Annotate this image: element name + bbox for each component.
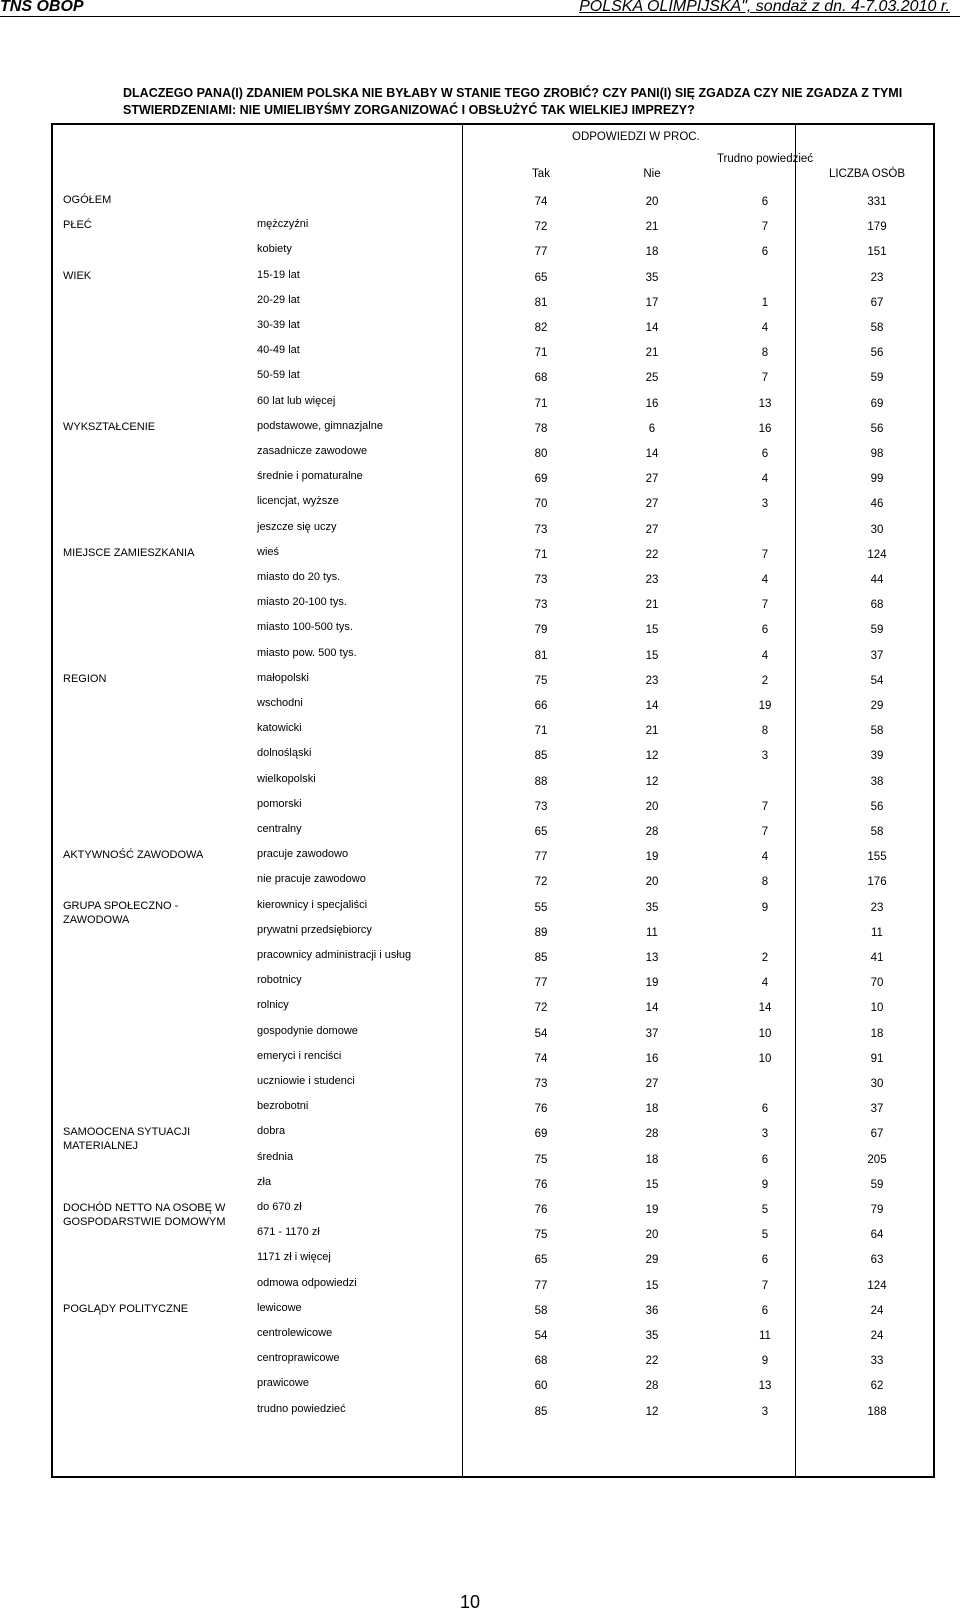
row-label: miasto 20-100 tys. bbox=[257, 596, 347, 609]
value-trudno: 3 bbox=[761, 750, 769, 763]
value-trudno: 8 bbox=[761, 876, 769, 889]
value-trudno: 6 bbox=[761, 1103, 769, 1116]
value-nie: 35 bbox=[645, 901, 659, 914]
value-liczba: 46 bbox=[870, 498, 884, 511]
row-label: centrolewicowe bbox=[257, 1327, 333, 1339]
value-liczba: 37 bbox=[870, 649, 884, 662]
value-nie: 21 bbox=[645, 347, 659, 360]
value-nie: 29 bbox=[645, 1254, 659, 1267]
value-tak: 89 bbox=[534, 926, 548, 939]
value-liczba: 70 bbox=[870, 977, 884, 990]
value-nie: 20 bbox=[645, 196, 659, 208]
value-liczba: 44 bbox=[870, 574, 884, 586]
value-tak: 65 bbox=[534, 271, 548, 284]
row-label: 15-19 lat bbox=[257, 268, 300, 281]
value-tak: 69 bbox=[534, 473, 548, 486]
value-tak: 81 bbox=[534, 649, 548, 662]
row-label: podstawowe, gimnazjalne bbox=[257, 419, 383, 432]
value-trudno: 8 bbox=[761, 725, 769, 738]
value-trudno: 6 bbox=[761, 1304, 769, 1317]
value-liczba: 155 bbox=[867, 851, 887, 864]
value-liczba: 62 bbox=[870, 1380, 884, 1393]
value-trudno: 4 bbox=[761, 473, 769, 486]
row-label: dobra bbox=[257, 1125, 286, 1138]
value-nie: 6 bbox=[648, 422, 656, 435]
row-label: średnia bbox=[257, 1150, 294, 1163]
value-trudno: 19 bbox=[758, 700, 772, 712]
row-category: REGION bbox=[63, 672, 107, 685]
value-tak: 72 bbox=[534, 876, 548, 889]
row-label: trudno powiedzieć bbox=[257, 1402, 346, 1415]
value-trudno: 7 bbox=[761, 599, 769, 612]
value-liczba: 38 bbox=[870, 775, 884, 788]
value-liczba: 98 bbox=[870, 448, 884, 460]
value-tak: 73 bbox=[534, 800, 548, 813]
value-nie: 22 bbox=[645, 1355, 659, 1368]
row-label: 671 - 1170 zł bbox=[257, 1226, 320, 1239]
row-label: lewicowe bbox=[257, 1301, 302, 1314]
value-tak: 72 bbox=[534, 221, 548, 234]
row-category: GRUPA SPOŁECZNO - ZAWODOWA bbox=[63, 899, 179, 926]
value-nie: 15 bbox=[645, 649, 659, 662]
value-tak: 77 bbox=[534, 1279, 548, 1292]
value-tak: 88 bbox=[534, 775, 548, 788]
row-label: rolnicy bbox=[257, 999, 289, 1012]
value-nie: 27 bbox=[645, 523, 659, 536]
value-trudno: 1 bbox=[761, 296, 769, 309]
value-tak: 54 bbox=[534, 1330, 548, 1342]
value-trudno: 2 bbox=[761, 674, 769, 687]
value-tak: 65 bbox=[534, 1254, 548, 1267]
row-label: wielkopolski bbox=[257, 772, 316, 785]
value-nie: 20 bbox=[645, 800, 659, 813]
row-label: prywatni przedsiębiorcy bbox=[257, 923, 372, 936]
row-label: pracuje zawodowo bbox=[257, 848, 349, 861]
row-label: zła bbox=[257, 1175, 272, 1188]
row-label: miasto 100-500 tys. bbox=[257, 621, 353, 634]
value-liczba: 37 bbox=[870, 1103, 884, 1116]
row-label: kobiety bbox=[257, 243, 292, 256]
value-tak: 54 bbox=[534, 1027, 548, 1040]
row-label: zasadnicze zawodowe bbox=[257, 445, 368, 457]
value-nie: 12 bbox=[645, 750, 659, 763]
value-tak: 76 bbox=[534, 1204, 548, 1216]
value-liczba: 11 bbox=[871, 926, 883, 939]
value-trudno: 14 bbox=[758, 1002, 772, 1015]
value-tak: 71 bbox=[534, 397, 548, 410]
value-trudno: 16 bbox=[758, 422, 772, 435]
value-trudno: 11 bbox=[759, 1330, 771, 1342]
value-tak: 74 bbox=[534, 1052, 548, 1065]
value-tak: 82 bbox=[534, 322, 548, 334]
value-nie: 18 bbox=[645, 1153, 659, 1166]
value-tak: 71 bbox=[534, 548, 548, 561]
value-nie: 20 bbox=[645, 876, 659, 889]
value-nie: 28 bbox=[645, 1128, 659, 1141]
value-tak: 73 bbox=[534, 523, 548, 536]
value-liczba: 67 bbox=[870, 1128, 884, 1141]
value-tak: 81 bbox=[534, 296, 548, 309]
row-label: 1171 zł i więcej bbox=[257, 1251, 331, 1264]
value-trudno: 8 bbox=[761, 347, 769, 360]
value-nie: 23 bbox=[645, 574, 659, 586]
row-label: licencjat, wyższe bbox=[257, 495, 339, 508]
value-liczba: 54 bbox=[870, 674, 884, 687]
row-label: kierownicy i specjaliści bbox=[257, 898, 368, 911]
row-label: nie pracuje zawodowo bbox=[257, 873, 366, 886]
value-tak: 76 bbox=[534, 1178, 548, 1191]
value-nie: 14 bbox=[645, 700, 659, 712]
value-trudno: 5 bbox=[761, 1229, 769, 1242]
value-liczba: 30 bbox=[870, 523, 884, 536]
row-label: gospodynie domowe bbox=[257, 1024, 358, 1037]
value-tak: 85 bbox=[534, 750, 548, 763]
value-trudno: 10 bbox=[758, 1052, 772, 1065]
row-label: mężczyźni bbox=[257, 218, 309, 231]
value-trudno: 7 bbox=[761, 548, 769, 561]
value-liczba: 64 bbox=[870, 1229, 884, 1242]
question-text: DLACZEGO PANA(I) ZDANIEM POLSKA NIE BYŁABY W STANIE TEGO ZROBIĆ? CZY PANI(I) SIĘ ZGADZA CZY NIE ZGADZA Z TYMI STWIERDZENIAMI: NIE UMIELIBYŚMY ZORGANIZOWAĆ I OBSŁUŻYĆ TAK WIELKIEJ IMPREZY? bbox=[123, 86, 903, 117]
row-label: bezrobotni bbox=[257, 1100, 309, 1113]
row-label: centralny bbox=[257, 823, 302, 835]
value-liczba: 188 bbox=[867, 1405, 887, 1418]
row-label: centroprawicowe bbox=[257, 1352, 340, 1365]
value-nie: 27 bbox=[645, 473, 659, 486]
value-liczba: 58 bbox=[870, 826, 884, 838]
value-liczba: 59 bbox=[870, 1178, 884, 1191]
value-nie: 28 bbox=[645, 826, 659, 838]
value-nie: 18 bbox=[645, 246, 659, 259]
value-nie: 16 bbox=[645, 397, 659, 410]
answers-header: ODPOWIEDZI W PROC. bbox=[572, 131, 700, 143]
survey-subtitle: POLSKA OLIMPIJSKA", sondaż z dn. 4-7.03.2010 r. bbox=[579, 0, 950, 15]
row-category: MIEJSCE ZAMIESZKANIA bbox=[63, 546, 195, 559]
value-trudno: 4 bbox=[761, 977, 769, 990]
value-trudno: 9 bbox=[761, 1178, 769, 1191]
value-nie: 21 bbox=[645, 599, 659, 612]
value-nie: 22 bbox=[645, 548, 659, 561]
value-trudno: 3 bbox=[761, 1405, 769, 1418]
value-trudno: 4 bbox=[761, 851, 769, 864]
row-label: pracownicy administracji i usług bbox=[257, 949, 412, 961]
row-label: 60 lat lub więcej bbox=[257, 394, 336, 407]
value-nie: 19 bbox=[645, 977, 659, 990]
value-trudno: 7 bbox=[761, 826, 769, 838]
table-divider bbox=[462, 125, 463, 1476]
value-liczba: 124 bbox=[867, 1279, 887, 1292]
page-header bbox=[0, 0, 960, 17]
value-liczba: 30 bbox=[870, 1078, 884, 1090]
value-trudno: 5 bbox=[761, 1204, 769, 1216]
value-tak: 60 bbox=[534, 1380, 548, 1393]
value-liczba: 331 bbox=[867, 196, 887, 208]
value-nie: 19 bbox=[645, 851, 659, 864]
value-trudno: 9 bbox=[761, 1355, 769, 1368]
value-tak: 66 bbox=[534, 700, 548, 712]
row-label: 40-49 lat bbox=[257, 344, 300, 357]
value-nie: 21 bbox=[645, 725, 659, 738]
value-liczba: 24 bbox=[870, 1304, 884, 1317]
value-liczba: 59 bbox=[870, 372, 884, 385]
value-nie: 27 bbox=[645, 498, 659, 511]
row-label: miasto do 20 tys. bbox=[257, 571, 341, 583]
value-nie: 12 bbox=[645, 1405, 659, 1418]
value-trudno: 7 bbox=[761, 800, 769, 813]
row-label: odmowa odpowiedzi bbox=[257, 1276, 357, 1289]
value-nie: 25 bbox=[645, 372, 659, 385]
value-liczba: 33 bbox=[870, 1355, 884, 1368]
value-nie: 15 bbox=[645, 624, 659, 637]
value-trudno: 3 bbox=[761, 498, 769, 511]
value-nie: 16 bbox=[645, 1052, 659, 1065]
value-trudno: 6 bbox=[761, 246, 769, 259]
value-liczba: 205 bbox=[867, 1153, 887, 1166]
row-label: emeryci i renciści bbox=[257, 1049, 342, 1062]
row-category: PŁEĆ bbox=[63, 219, 92, 232]
row-category: WIEK bbox=[63, 269, 92, 282]
value-trudno: 4 bbox=[761, 574, 769, 586]
page-number: 10 bbox=[460, 1592, 481, 1612]
row-label: do 670 zł bbox=[257, 1201, 302, 1213]
value-nie: 14 bbox=[645, 322, 659, 334]
value-tak: 73 bbox=[534, 574, 548, 586]
value-tak: 65 bbox=[534, 826, 548, 838]
value-nie: 28 bbox=[645, 1380, 659, 1393]
value-liczba: 91 bbox=[870, 1052, 884, 1065]
value-tak: 71 bbox=[534, 347, 548, 360]
value-tak: 68 bbox=[534, 372, 548, 385]
value-tak: 77 bbox=[534, 977, 548, 990]
value-liczba: 58 bbox=[870, 725, 884, 738]
value-tak: 85 bbox=[534, 1405, 548, 1418]
value-tak: 85 bbox=[534, 952, 548, 964]
row-label: uczniowie i studenci bbox=[257, 1075, 355, 1087]
value-liczba: 39 bbox=[870, 750, 884, 763]
value-liczba: 41 bbox=[870, 952, 884, 964]
row-label: dolnośląski bbox=[257, 747, 312, 760]
value-trudno: 13 bbox=[758, 397, 772, 410]
value-liczba: 67 bbox=[870, 296, 884, 309]
value-liczba: 124 bbox=[867, 548, 887, 561]
value-trudno: 13 bbox=[758, 1380, 772, 1393]
column-header-trudno: Trudno powiedzieć bbox=[716, 153, 814, 165]
value-liczba: 63 bbox=[870, 1254, 884, 1267]
value-liczba: 23 bbox=[870, 271, 884, 284]
value-tak: 75 bbox=[534, 1153, 548, 1166]
value-nie: 23 bbox=[645, 674, 659, 687]
value-tak: 70 bbox=[534, 498, 548, 511]
row-label: wieś bbox=[257, 545, 280, 558]
value-nie: 14 bbox=[645, 448, 659, 460]
value-tak: 78 bbox=[534, 422, 548, 435]
row-label: jeszcze się uczy bbox=[257, 520, 337, 533]
value-tak: 79 bbox=[534, 624, 548, 637]
value-nie: 37 bbox=[645, 1027, 659, 1040]
brand-name: TNS OBOP bbox=[0, 0, 84, 15]
row-label: 30-39 lat bbox=[257, 319, 300, 331]
value-tak: 58 bbox=[534, 1304, 548, 1317]
value-liczba: 176 bbox=[867, 876, 887, 889]
value-tak: 69 bbox=[534, 1128, 548, 1141]
row-label: robotnicy bbox=[257, 974, 302, 987]
value-trudno: 2 bbox=[761, 952, 769, 964]
value-liczba: 58 bbox=[870, 322, 884, 334]
value-liczba: 56 bbox=[870, 800, 884, 813]
value-liczba: 179 bbox=[867, 221, 887, 234]
value-trudno: 7 bbox=[761, 372, 769, 385]
column-header-nie: Nie bbox=[643, 168, 661, 180]
value-tak: 77 bbox=[534, 246, 548, 259]
value-trudno: 6 bbox=[761, 1153, 769, 1166]
value-trudno: 3 bbox=[761, 1128, 769, 1141]
value-trudno: 6 bbox=[761, 196, 769, 208]
value-tak: 68 bbox=[534, 1355, 548, 1368]
column-header-liczba: LICZBA OSÓB bbox=[828, 168, 906, 180]
value-nie: 21 bbox=[645, 221, 659, 234]
row-category: AKTYWNOŚĆ ZAWODOWA bbox=[63, 849, 204, 862]
value-tak: 77 bbox=[534, 851, 548, 864]
value-trudno: 6 bbox=[761, 448, 769, 460]
row-category: DOCHÓD NETTO NA OSOBĘ W GOSPODARSTWIE DOMOWYM bbox=[63, 1202, 226, 1228]
value-nie: 18 bbox=[645, 1103, 659, 1116]
value-tak: 75 bbox=[534, 1229, 548, 1242]
row-category: OGÓŁEM bbox=[63, 194, 112, 206]
value-trudno: 10 bbox=[758, 1027, 772, 1040]
value-liczba: 56 bbox=[870, 347, 884, 360]
value-tak: 73 bbox=[534, 599, 548, 612]
results-table bbox=[51, 123, 935, 1478]
value-liczba: 10 bbox=[870, 1002, 884, 1015]
value-liczba: 56 bbox=[870, 422, 884, 435]
value-nie: 17 bbox=[645, 296, 659, 309]
row-category: WYKSZTAŁCENIE bbox=[63, 420, 156, 433]
value-liczba: 151 bbox=[867, 246, 887, 259]
row-label: katowicki bbox=[257, 722, 302, 735]
value-tak: 71 bbox=[534, 725, 548, 738]
value-tak: 73 bbox=[534, 1078, 548, 1090]
value-tak: 80 bbox=[534, 448, 548, 460]
row-label: małopolski bbox=[257, 671, 309, 684]
value-tak: 75 bbox=[534, 674, 548, 687]
value-liczba: 59 bbox=[870, 624, 884, 637]
value-liczba: 68 bbox=[870, 599, 884, 612]
row-label: pomorski bbox=[257, 797, 302, 810]
value-tak: 74 bbox=[534, 196, 548, 208]
row-label: wschodni bbox=[257, 697, 303, 709]
value-nie: 13 bbox=[645, 952, 659, 964]
value-nie: 27 bbox=[645, 1078, 659, 1090]
table-divider bbox=[795, 125, 796, 1476]
value-trudno: 7 bbox=[761, 1279, 769, 1292]
value-nie: 11 bbox=[646, 926, 658, 939]
row-label: prawicowe bbox=[257, 1377, 309, 1390]
value-liczba: 29 bbox=[870, 700, 884, 712]
value-nie: 15 bbox=[645, 1178, 659, 1191]
value-nie: 14 bbox=[645, 1002, 659, 1015]
value-liczba: 99 bbox=[870, 473, 884, 486]
row-label: 20-29 lat bbox=[257, 293, 300, 306]
value-nie: 12 bbox=[645, 775, 659, 788]
row-category: SAMOOCENA SYTUACJI MATERIALNEJ bbox=[63, 1126, 191, 1153]
value-trudno: 4 bbox=[761, 649, 769, 662]
value-nie: 36 bbox=[645, 1304, 659, 1317]
value-trudno: 6 bbox=[761, 624, 769, 637]
value-nie: 35 bbox=[645, 1330, 659, 1342]
value-tak: 55 bbox=[534, 901, 548, 914]
value-trudno: 6 bbox=[761, 1254, 769, 1267]
value-trudno: 4 bbox=[761, 322, 769, 334]
value-nie: 19 bbox=[645, 1204, 659, 1216]
column-header-tak: Tak bbox=[532, 168, 550, 180]
row-category: POGLĄDY POLITYCZNE bbox=[63, 1302, 189, 1315]
value-liczba: 24 bbox=[870, 1330, 884, 1342]
value-nie: 35 bbox=[645, 271, 659, 284]
value-nie: 15 bbox=[645, 1279, 659, 1292]
value-liczba: 79 bbox=[870, 1204, 884, 1216]
row-label: średnie i pomaturalne bbox=[257, 470, 363, 483]
value-nie: 20 bbox=[645, 1229, 659, 1242]
value-tak: 76 bbox=[534, 1103, 548, 1116]
value-tak: 72 bbox=[534, 1002, 548, 1015]
value-liczba: 69 bbox=[870, 397, 884, 410]
value-trudno: 9 bbox=[761, 901, 769, 914]
value-liczba: 23 bbox=[870, 901, 884, 914]
value-liczba: 18 bbox=[870, 1027, 884, 1040]
value-trudno: 7 bbox=[761, 221, 769, 234]
row-label: 50-59 lat bbox=[257, 369, 300, 382]
row-label: miasto pow. 500 tys. bbox=[257, 646, 357, 659]
